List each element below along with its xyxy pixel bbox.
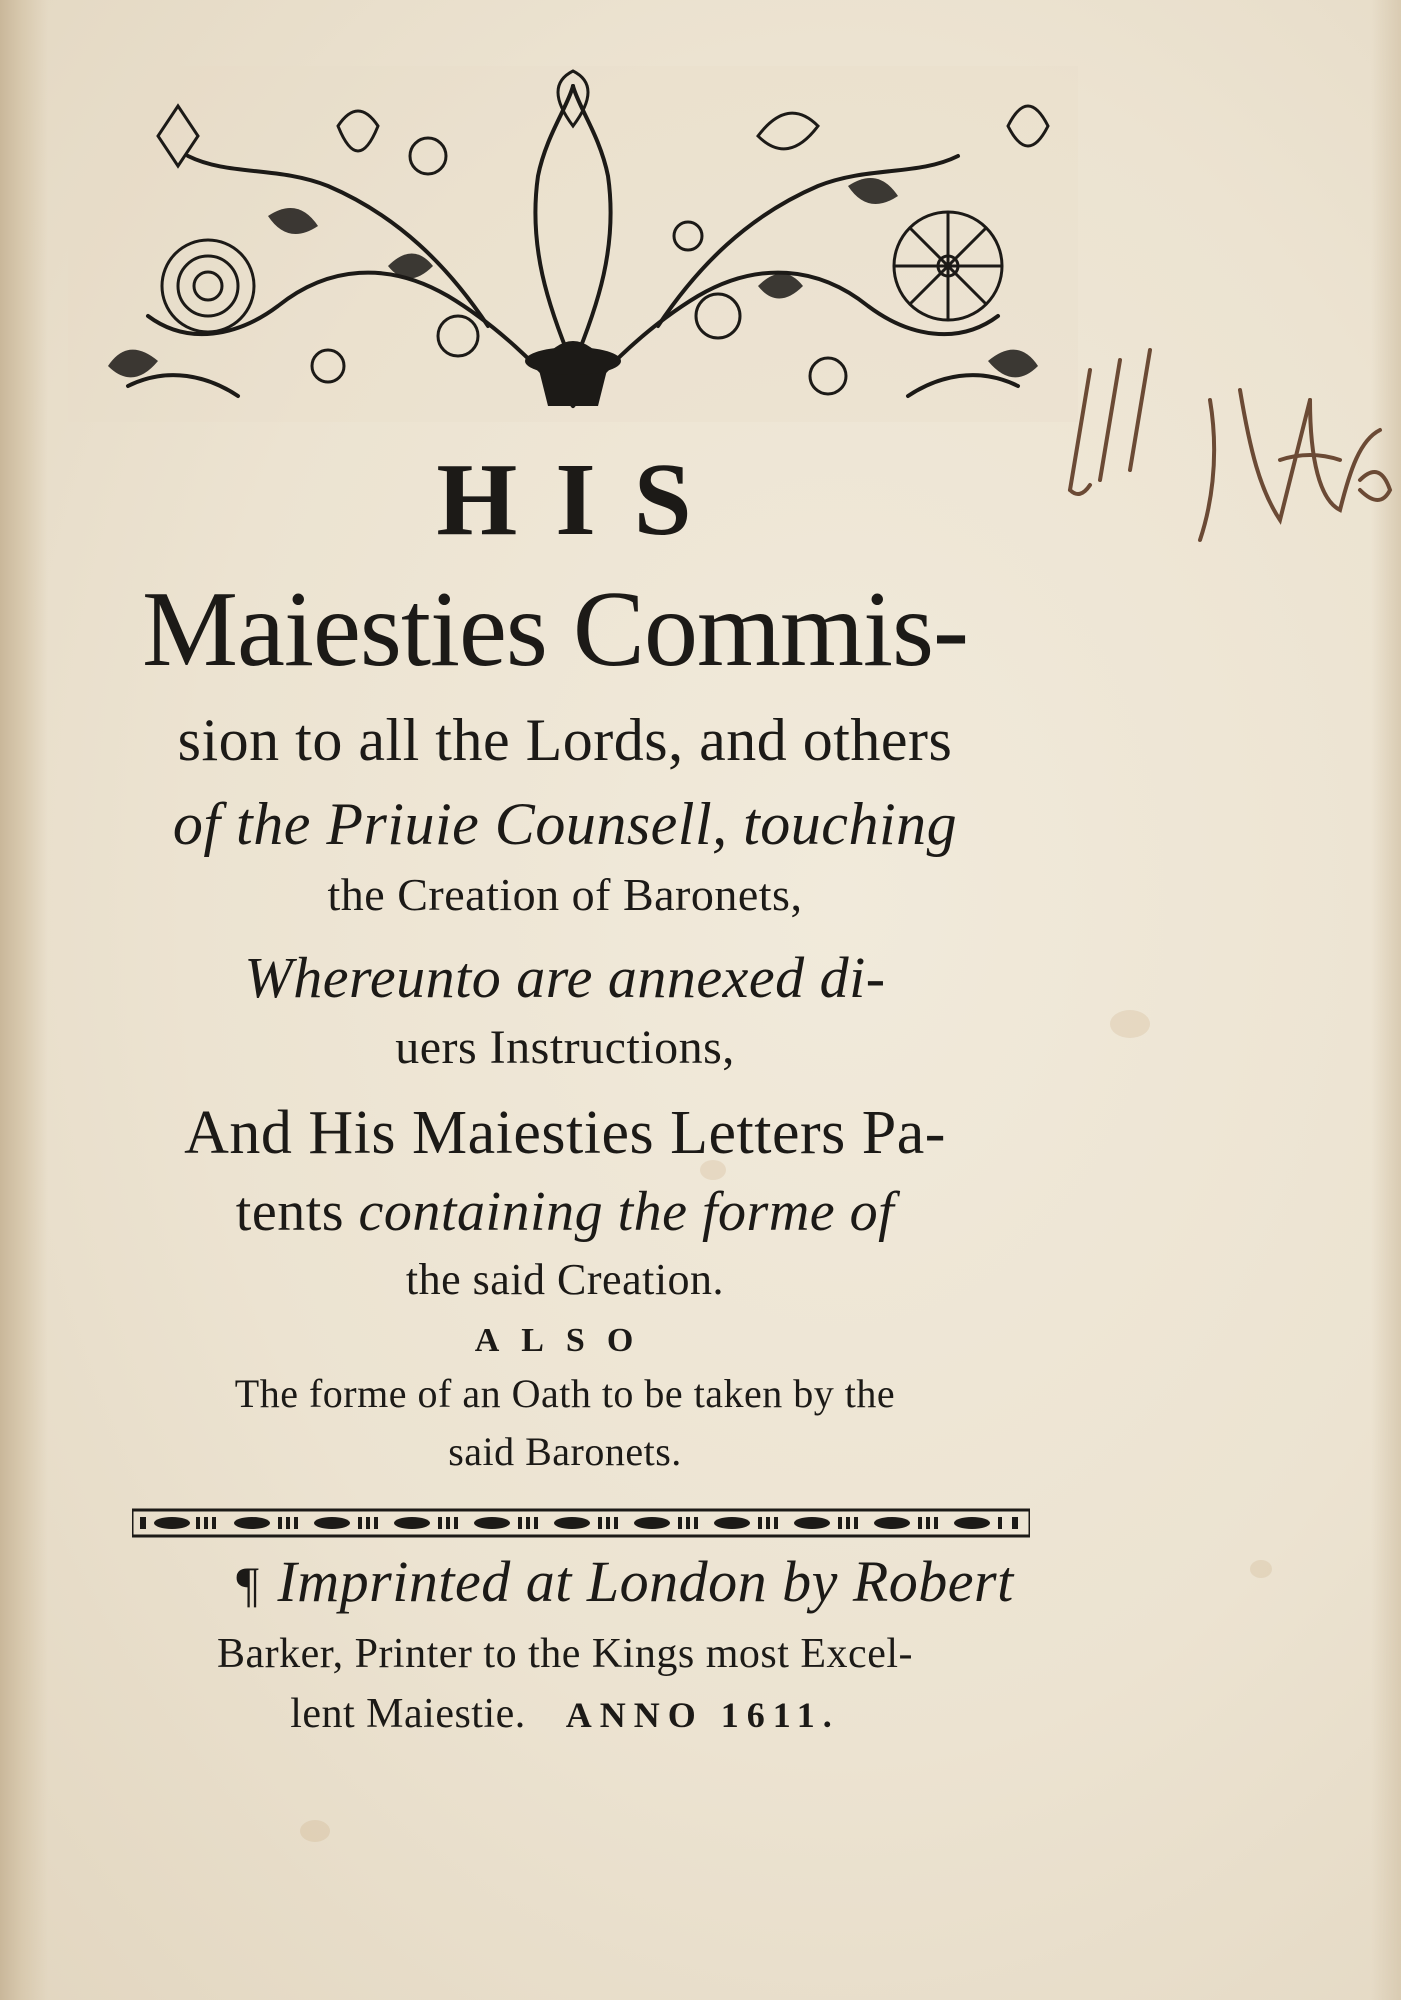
title-line-6: Whereunto are annexed di- bbox=[244, 945, 886, 1010]
decorative-rule-icon bbox=[132, 1508, 1030, 1538]
imprint-line-2: Barker, Printer to the Kings most Excel- bbox=[217, 1631, 913, 1677]
title-line-8: And His Maiesties Letters Pa- bbox=[184, 1099, 946, 1167]
foxing-spot bbox=[300, 1820, 330, 1842]
title-line-10: the said Creation. bbox=[405, 1255, 725, 1304]
imprint-line-3 bbox=[0, 1690, 1130, 1738]
title-line-4: of the Priuie Counsell, touching bbox=[172, 791, 958, 857]
title-line-7: uers Instructions, bbox=[395, 1021, 735, 1074]
imprint-line-1-text: Imprinted at London by Robert bbox=[277, 1549, 1014, 1614]
page-edge bbox=[1371, 0, 1401, 2000]
imprint-line-3-text: lent Maiestie. bbox=[290, 1691, 526, 1737]
title-line-9 bbox=[0, 1180, 1130, 1244]
also-heading: ALSO bbox=[474, 1322, 656, 1359]
title-line-9-italic: containing the forme of bbox=[358, 1181, 895, 1243]
imprint-date: ANNO 1611. bbox=[565, 1695, 840, 1735]
imprint-line-1 bbox=[60, 1548, 1190, 1615]
foxing-spot bbox=[1250, 1560, 1272, 1578]
title-line-9-roman: tents bbox=[235, 1181, 345, 1243]
title-line-3: sion to all the Lords, and others bbox=[177, 707, 953, 773]
title-line-5: the Creation of Baronets, bbox=[327, 869, 803, 920]
title-line-13: said Baronets. bbox=[448, 1429, 682, 1474]
title-main-line: Maiesties Commis- bbox=[142, 570, 968, 689]
title-his: HIS bbox=[436, 442, 730, 557]
title-line-12: The forme of an Oath to be taken by the bbox=[234, 1371, 896, 1416]
floral-woodcut-ornament-icon bbox=[68, 66, 1078, 422]
pilcrow-mark: ¶ bbox=[236, 1556, 260, 1612]
